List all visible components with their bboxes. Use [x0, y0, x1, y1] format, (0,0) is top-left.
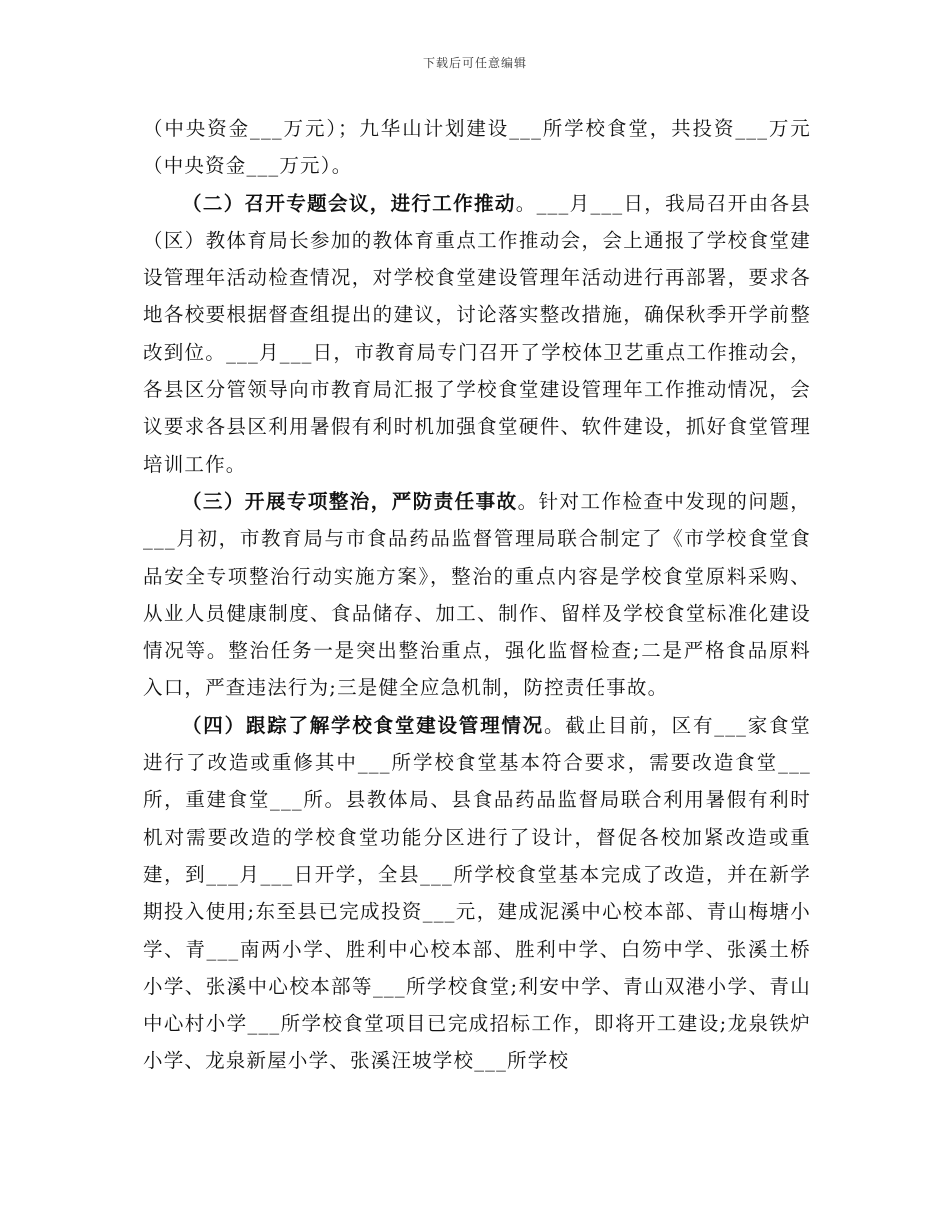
paragraph-text: 。截止目前，区有___家食堂进行了改造或重修其中___所学校食堂基本符合要求，需要改造食堂___所，重建食堂___所。县教体局、县食品药品监督局联合利用暑假有利时机对需要改造的学校食堂功能分区进行了设计，督促各校加紧改造或重建，到___月___日开学，全县___所学校食堂基本完成了改造，并在新学期投入使用;东至县已完成投资___元，建成泥溪中心校本部、青山梅塘小学、青___南两小学、胜利中心校本部、胜利中学、白笏中学、张溪土桥小学、张溪中心校本部等___所学校食堂;利安中学、青山双港小学、青山中心村小学___所学校食堂项目已完成招标工作，即将开工建设;龙泉铁炉小学、龙泉新屋小学、张溪汪坡学校___所学校: [143, 713, 811, 1073]
page-header: 下载后可任意编辑: [422, 56, 527, 70]
paragraph-text: （中央资金___万元）；九华山计划建设___所学校食堂，共投资___万元（中央资金___万元）。: [143, 117, 811, 178]
paragraph-section-4: [143, 707, 811, 1080]
document-body: [143, 110, 811, 1080]
paragraph-continuation: [143, 110, 811, 185]
paragraph-section-3: [143, 483, 811, 707]
section-heading: （三）开展专项整治，严防责任事故: [182, 489, 518, 513]
section-heading: （二）召开专题会议，进行工作推动: [182, 191, 516, 215]
paragraph-section-2: [143, 185, 811, 483]
section-heading: （四）跟踪了解学校食堂建设管理情况: [182, 713, 544, 737]
paragraph-text: 。针对工作检查中发现的问题，___月初，市教育局与市食品药品监督管理局联合制定了《市学校食堂食品安全专项整治行动实施方案》，整治的重点内容是学校食堂原料采购、从业人员健康制度、食品储存、加工、制作、留样及学校食堂标准化建设情况等。整治任务一是突出整治重点，强化监督检查;二是严格食品原料入口，严查违法行为;三是健全应急机制，防控责任事故。: [143, 489, 811, 700]
paragraph-text: 。___月___日，我局召开由各县（区）教体育局长参加的教体育重点工作推动会，会上通报了学校食堂建设管理年活动检查情况，对学校食堂建设管理年活动进行再部署，要求各地各校要根据督查组提出的建议，讨论落实整改措施，确保秋季开学前整改到位。___月___日，市教育局专门召开了学校体卫艺重点工作推动会，各县区分管领导向市教育局汇报了学校食堂建设管理年工作推动情况，会议要求各县区利用暑假有利时机加强食堂硬件、软件建设，抓好食堂管理培训工作。: [143, 191, 812, 476]
